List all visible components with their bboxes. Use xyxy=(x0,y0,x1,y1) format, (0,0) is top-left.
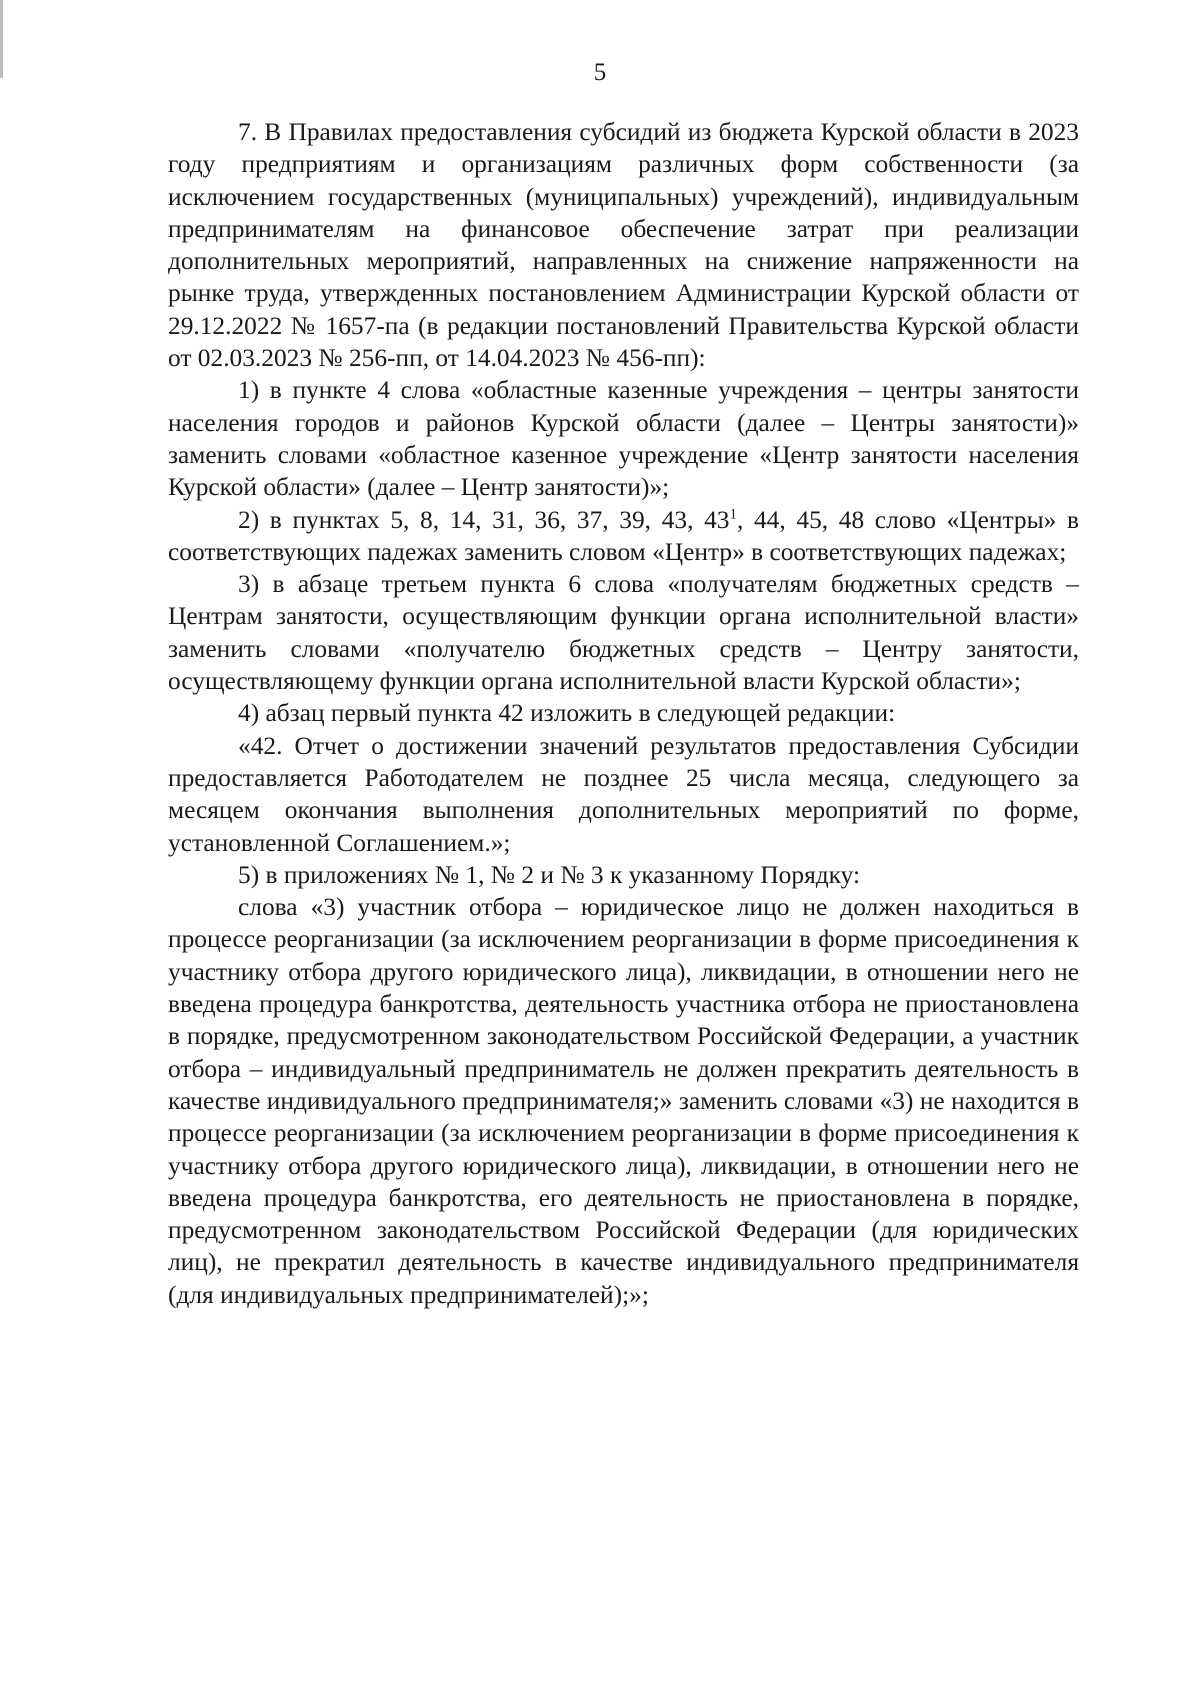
superscript-index: 1 xyxy=(729,506,737,523)
paragraph-subitem-3: 3) в абзаце третьем пункта 6 слова «получателям бюджетных средств – Центрам занятости, осуществляющим функции органа исполнительной власти» заменить словами «получателю бюджетных средств – Центру занятости, осуществляющему функции органа исполнительной власти Курской области»; xyxy=(168,570,1079,696)
paragraph-subitem-1: 1) в пункте 4 слова «областные казенные учреждения – центры занятости населения городов и районов Курской области (далее – Центры занятости)» заменить словами «областное казенное учреждение «Центр занятости населения Курской области» (далее – Центр занятости)»; xyxy=(168,376,1079,502)
subitem-2-text-before: 2) в пунктах 5, 8, 14, 31, 36, 37, 39, 43, 43 xyxy=(238,505,730,534)
subitem-2-text-after: , 44, 45, 48 слово «Центры» в соответствующих падежах заменить словом «Центр» в соответствующих падежах; xyxy=(168,505,1079,566)
paragraph-quoted-item-42: «42. Отчет о достижении значений результатов предоставления Субсидии предоставляется Работодателем не позднее 25 числа месяца, следующего за месяцем окончания выполнения дополнительных мероприятий по форме, установленной Соглашением.»; xyxy=(168,731,1079,857)
paragraph-item-7: 7. В Правилах предоставления субсидий из бюджета Курской области в 2023 году предприятиям и организациям различных форм собственности (за исключением государственных (муниципальных) учреждений), индивидуальным предпринимателям на финансовое обеспечение затрат при реализации дополнительных мероприятий, направленных на снижение напряженности на рынке труда, утвержденных постановлением Администрации Курской области от 29.12.2022 № 1657-па (в редакции постановлений Правительства Курской области от 02.03.2023 № 256-пп, от 14.04.2023 № 456-пп): xyxy=(168,118,1079,373)
paragraph-subitem-4: 4) абзац первый пункта 42 изложить в следующей редакции: xyxy=(238,699,896,728)
page-number: 5 xyxy=(593,59,607,86)
document-body xyxy=(168,116,1079,1311)
paragraph-subitem-5: 5) в приложениях № 1, № 2 и № 3 к указанному Порядку: xyxy=(238,860,861,889)
paragraph-subitem-2 xyxy=(168,504,1079,569)
paragraph-replacement-text: слова «3) участник отбора – юридическое лицо не должен находиться в процессе реорганизации (за исключением реорганизации в форме присоединения к участнику отбора другого юридического лица), ликвидации, в отношении него не введена процедура банкротства, деятельность участника отбора не приостановлена в порядке, предусмотренном законодательством Российской Федерации, а участник отбора – индивидуальный предприниматель не должен прекратить деятельность в качестве индивидуального предпринимателя;» заменить словами «3) не находится в процессе реорганизации (за исключением реорганизации в форме присоединения к участнику отбора другого юридического лица), ликвидации, в отношении него не введена процедура банкротства, его деятельность не приостановлена в порядке, предусмотренном законодательством Российской Федерации (для юридических лиц), не прекратил деятельность в качестве индивидуального предпринимателя (для индивидуальных предпринимателей);»; xyxy=(168,893,1079,1309)
